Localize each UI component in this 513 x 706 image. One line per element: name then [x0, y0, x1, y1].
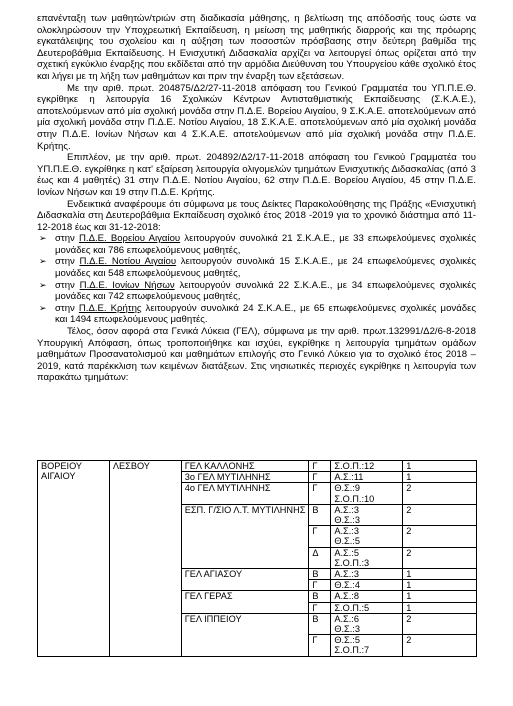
- school-cell: 4ο ΓΕΛ ΜΥΤΙΛΗΝΗΣ: [181, 483, 309, 504]
- group-cell: Α.Σ.:8: [331, 591, 403, 602]
- prefecture-cell: ΛΕΣΒΟΥ: [109, 461, 181, 657]
- paragraph-intro-continued: επανένταξη των μαθητών/τριών στη διαδικασία μάθησης, η βελτίωση της απόδοσής τους ώστε να ολοκληρώσουν την Υποχρεωτική Εκπαίδευση, η μείωση της μαθητικής διαρροής και της πρόωρης εγκατάλειψης του σχολείου και η αύξηση των ποσοστών πρόσβασης στην δεύτερη βαθμίδα της Δευτεροβάθμια Εκπαίδευσης. Η Ενισχυτική Διδασκαλία αρχίζει να λειτουργεί όπως ορίζεται από την σχετική εγκύκλιο έναρξης που εκδίδεται από την αρμόδια Διεύθυνση του Υπουργείου κάθε σχολικό έτος και λήγει με τη λήξη των μαθημάτων και πριν την έναρξη των εξετάσεων.: [37, 13, 476, 82]
- group-cell: Α.Σ.:6 Θ.Σ.:3: [331, 613, 403, 634]
- count-cell: 1: [403, 580, 477, 591]
- grade-cell: Δ: [309, 547, 331, 568]
- school-cell: ΓΕΛ ΚΑΛΛΟΝΗΣ: [181, 461, 309, 472]
- group-cell: Α.Σ.:11: [331, 472, 403, 483]
- group-cell: Σ.Ο.Π.:5: [331, 602, 403, 613]
- grade-cell: Γ: [309, 472, 331, 483]
- group-cell: Α.Σ.:3 Θ.Σ.:5: [331, 526, 403, 547]
- count-cell: 1: [403, 569, 477, 580]
- school-cell: 3ο ΓΕΛ ΜΥΤΙΛΗΝΗΣ: [181, 472, 309, 483]
- count-cell: 1: [403, 472, 477, 483]
- region-cell: ΒΟΡΕΙΟΥ ΑΙΓΑΙΟΥ: [38, 461, 110, 657]
- grade-cell: Β: [309, 591, 331, 602]
- region-bullet-list: [37, 233, 476, 326]
- grade-cell: Γ: [309, 526, 331, 547]
- grade-cell: Β: [309, 504, 331, 525]
- school-cell: ΓΕΛ ΓΕΡΑΣ: [181, 591, 309, 613]
- grade-cell: Γ: [309, 483, 331, 504]
- table-row: [38, 461, 477, 472]
- grade-cell: Β: [309, 613, 331, 634]
- bullet-item: ➢ στην Π.Δ.Ε. Ιονίων Νήσων λειτουργούν συνολικά 22 Σ.Κ.Α.Ε., με 34 επωφελούμενες σχολικές μονάδες και 742 επωφελούμενους μαθητές,: [37, 280, 476, 303]
- paragraph-skae-approval: Με την αριθ. πρωτ. 204875/Δ2/27-11-2018 απόφαση του Γενικού Γραμματέα του ΥΠ.Π.Ε.Θ. εγκρίθηκε η λειτουργία 16 Σχολικών Κέντρων Αντισταθμιστικής Εκπαίδευσης (Σ.Κ.Α.Ε.), αποτελούμενων από μία σχολική μονάδα στην Π.Δ.Ε. Βορείου Αιγαίου, 9 Σ.Κ.Α.Ε. αποτελούμενων από μία σχολική μονάδα στην Π.Δ.Ε. Νοτίου Αιγαίου, 18 Σ.Κ.Α.Ε. αποτελούμενων από μία σχολική μονάδα στην Π.Δ.Ε. Ιονίων Νήσων και 4 Σ.Κ.Α.Ε. αποτελούμενων από μία σχολική μονάδα στην Π.Δ.Ε. Κρήτης.: [37, 82, 476, 152]
- grade-cell: Γ: [309, 461, 331, 472]
- bullet-item: ➢ στην Π.Δ.Ε. Βορείου Αιγαίου λειτουργούν συνολικά 21 Σ.Κ.Α.Ε., με 33 επωφελούμενες σχολικές μονάδες και 786 επωφελούμενους μαθητές,: [37, 233, 476, 256]
- grade-cell: Γ: [309, 580, 331, 591]
- count-cell: 2: [403, 547, 477, 568]
- school-cell: ΕΣΠ. Γ/ΣΙΟ Λ.Τ. ΜΥΤΙΛΗΝΗΣ: [181, 504, 309, 568]
- group-cell: Θ.Σ.:5 Σ.Ο.Π.:7: [331, 635, 403, 656]
- count-cell: 1: [403, 602, 477, 613]
- grade-cell: Γ: [309, 635, 331, 656]
- region-name: Π.Δ.Ε. Κρήτης: [78, 302, 142, 314]
- text-block: [37, 13, 476, 384]
- group-cell: Σ.Ο.Π.:12: [331, 461, 403, 472]
- school-cell: ΓΕΛ ΙΠΠΕΙΟΥ: [181, 613, 309, 656]
- count-cell: 1: [403, 461, 477, 472]
- count-cell: 2: [403, 504, 477, 525]
- bullet-item: ➢ στην Π.Δ.Ε. Νοτίου Αιγαίου λειτουργούν συνολικά 15 Σ.Κ.Α.Ε., με 24 επωφελούμενες σχολικές μονάδες και 548 επωφελούμενους μαθητές,: [37, 256, 476, 279]
- count-cell: 1: [403, 591, 477, 602]
- group-cell: Θ.Σ.:4: [331, 580, 403, 591]
- island-classes-table: [37, 460, 477, 657]
- count-cell: 2: [403, 526, 477, 547]
- paragraph-gel-approval: Τέλος, όσον αφορά στα Γενικά Λύκεια (ΓΕΛ), σύμφωνα με την αριθ. πρωτ.132991/Δ2/6-8-2018 Υπουργική Απόφαση, όπως τροποποιήθηκε και ισχύει, εγκρίθηκε η λειτουργία τμημάτων ομάδων μαθημάτων Προσανατολισμού και μαθημάτων επιλογής στο Γενικό Λύκειο για το σχολικό έτος 2018 – 2019, κατά παρέκκλιση των κειμένων διατάξεων. Στις νησιωτικές περιοχές εγκρίθηκε η λειτουργία των παρακάτω τμημάτων:: [37, 326, 476, 384]
- grade-cell: Β: [309, 569, 331, 580]
- group-cell: Α.Σ.:3 Θ.Σ.:3: [331, 504, 403, 525]
- count-cell: 2: [403, 613, 477, 634]
- bullet-item: ➢ στην Π.Δ.Ε. Κρήτης λειτουργούν συνολικά 24 Σ.Κ.Α.Ε., με 65 επωφελούμενες σχολικές μονάδες και 1494 επωφελούμενους μαθητές.: [37, 303, 476, 326]
- region-name: Π.Δ.Ε. Ιονίων Νήσων: [79, 279, 175, 291]
- grade-cell: Γ: [309, 602, 331, 613]
- count-cell: 2: [403, 635, 477, 656]
- region-name: Π.Δ.Ε. Βορείου Αιγαίου: [78, 233, 181, 245]
- school-cell: ΓΕΛ ΑΓΙΑΣΟΥ: [181, 569, 309, 591]
- group-cell: Α.Σ.:3: [331, 569, 403, 580]
- paragraph-small-classes: Επιπλέον, με την αριθ. πρωτ. 204892/Δ2/17-11-2018 απόφαση του Γενικού Γραμματέα του ΥΠ.Π.Ε.Θ. εγκρίθηκε η κατ' εξαίρεση λειτουργία ολιγομελών τμημάτων Ενισχυτικής Διδασκαλίας (από 3 έως και 4 μαθητές) 31 στην Π.Δ.Ε. Νοτίου Αιγαίου, 62 στην Π.Δ.Ε. Βορείου Αιγαίου, 45 στην Π.Δ.Ε. Ιονίων Νήσων και 19 στην Π.Δ.Ε. Κρήτης.: [37, 152, 476, 198]
- group-cell: Α.Σ.:5 Σ.Ο.Π.:3: [331, 547, 403, 568]
- paragraph-indicators: Ενδεικτικά αναφέρουμε ότι σύμφωνα με τους Δείκτες Παρακολούθησης της Πράξης «Ενισχυτική Διδασκαλία στη Δευτεροβάθμια Εκπαίδευση σχολικό έτος 2018 -2019 για το χρονικό διάστημα από 11-12-2018 έως και 31-12-2018:: [37, 198, 476, 233]
- region-name: Π.Δ.Ε. Νοτίου Αιγαίου: [79, 256, 177, 268]
- count-cell: 2: [403, 483, 477, 504]
- group-cell: Θ.Σ.:9 Σ.Ο.Π.:10: [331, 483, 403, 504]
